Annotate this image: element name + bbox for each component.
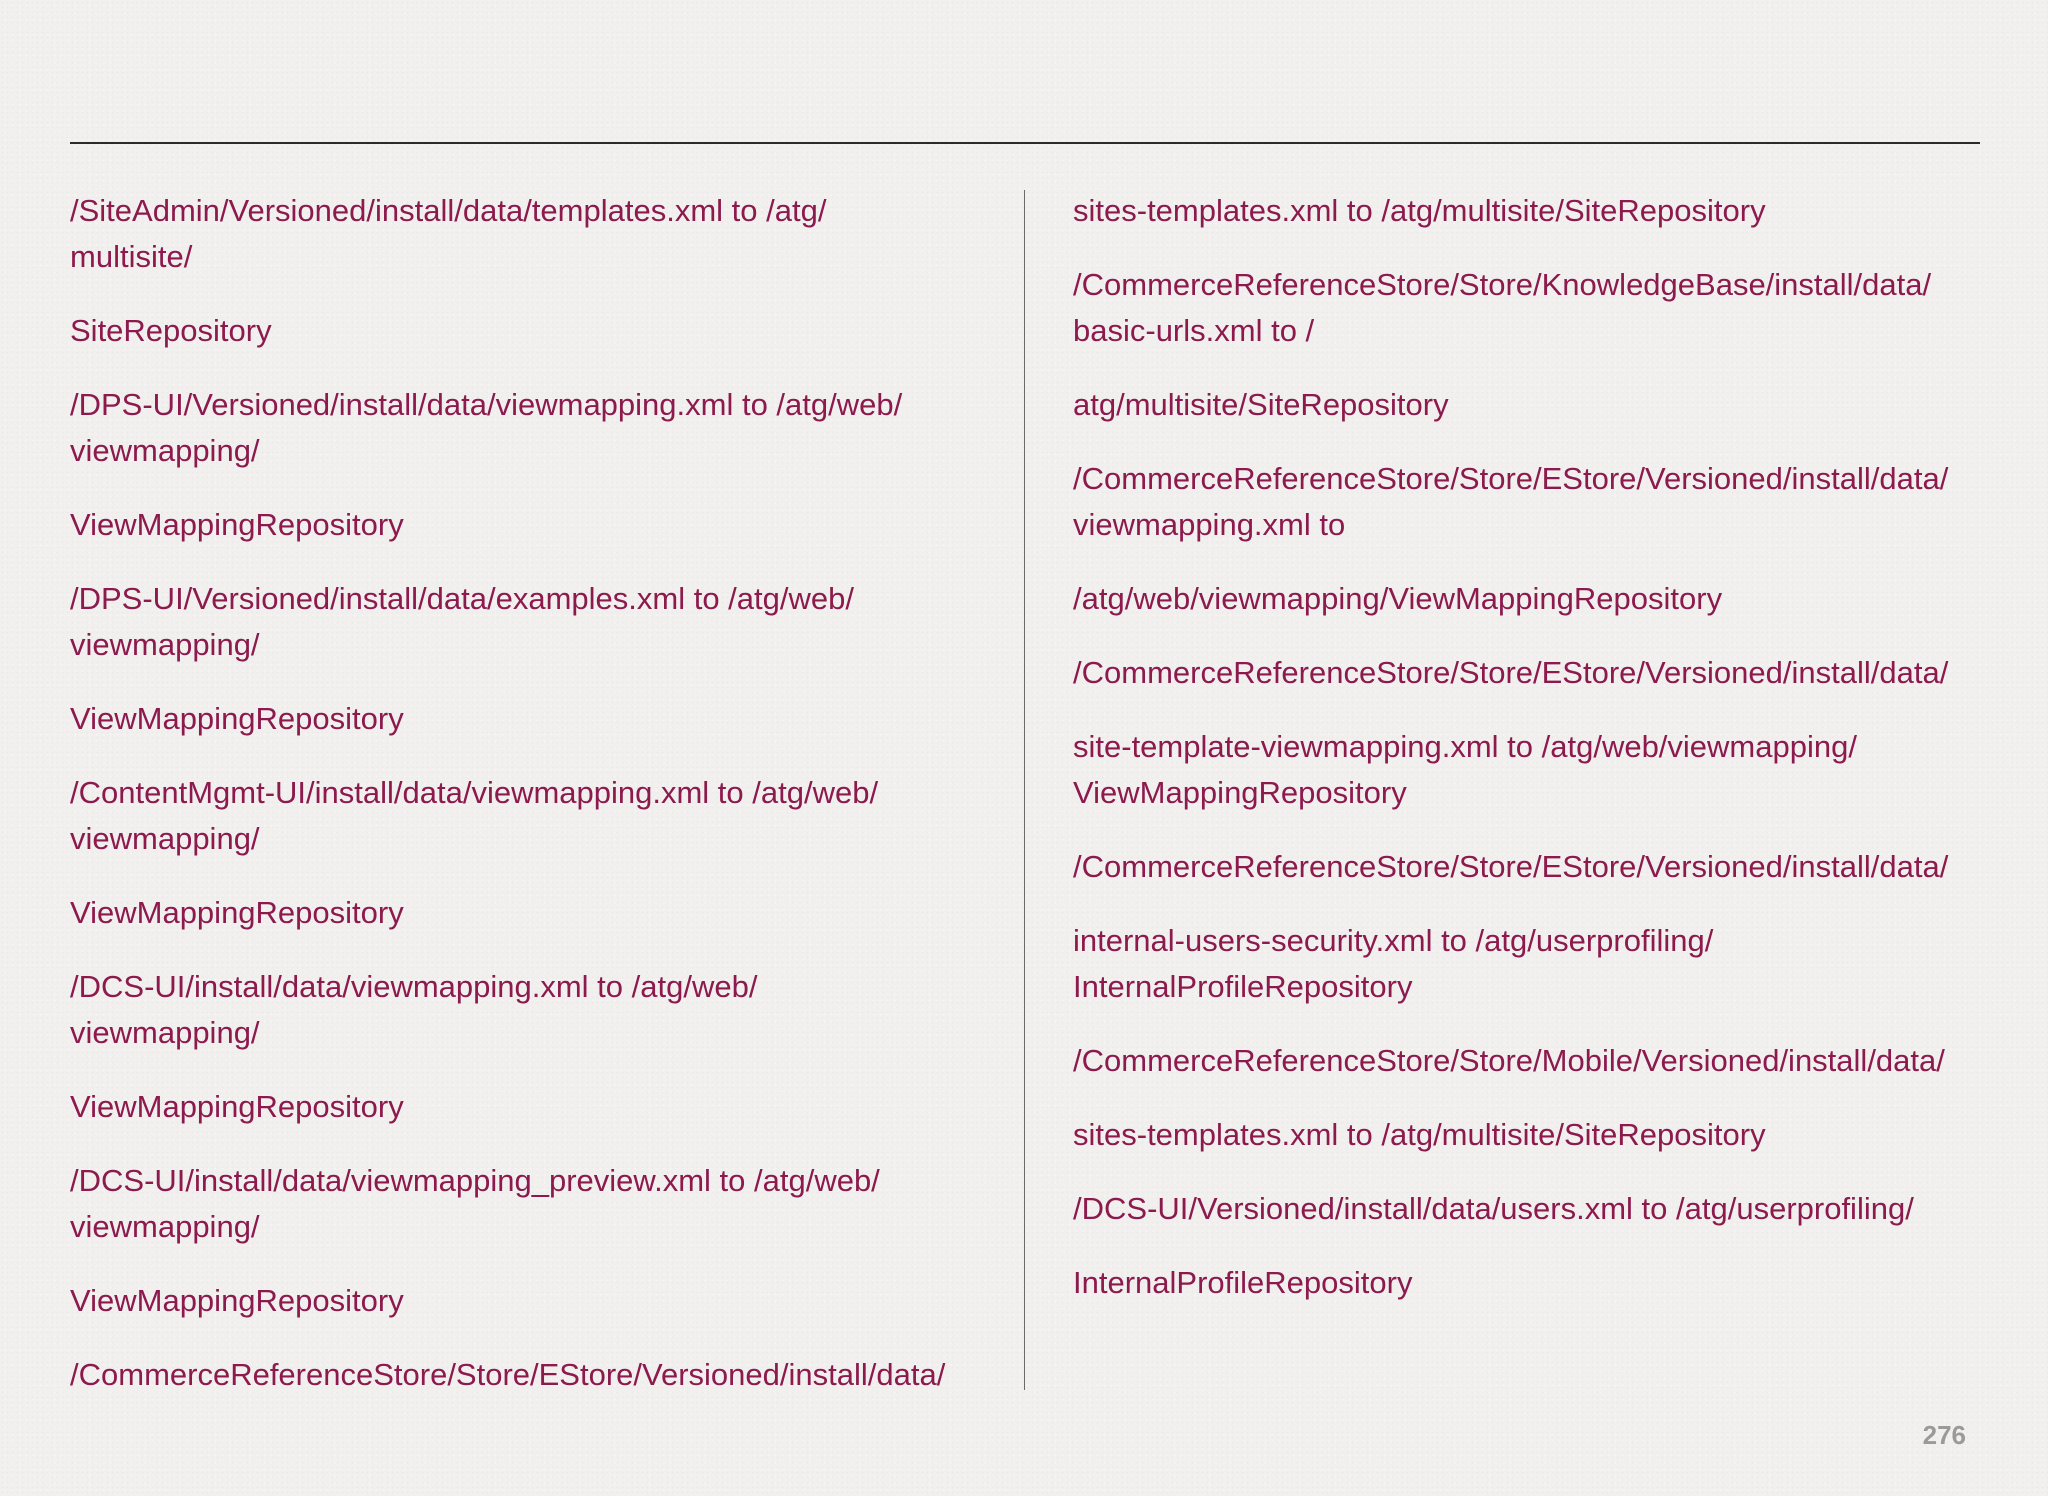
path-entry-line: InternalProfileRepository [1073, 1265, 1413, 1300]
column-divider [1024, 190, 1025, 1390]
path-entry [70, 964, 1020, 1056]
path-entry-line: site-template-viewmapping.xml to /atg/web/viewmapping/ [1073, 729, 1857, 764]
path-entry [70, 382, 1020, 474]
path-entry [1073, 650, 1988, 696]
path-entry [1073, 1186, 1988, 1232]
path-entry [70, 890, 1020, 936]
path-entry-line: basic-urls.xml to / [1073, 313, 1315, 348]
path-entry-line: sites-templates.xml to /atg/multisite/SiteRepository [1073, 193, 1766, 228]
path-entry-line: InternalProfileRepository [1073, 969, 1413, 1004]
path-entry [70, 1158, 1020, 1250]
path-entry-line: ViewMappingRepository [70, 1089, 404, 1124]
path-entry [1073, 382, 1988, 428]
left-column [70, 188, 1020, 1426]
path-entry [70, 1278, 1020, 1324]
path-entry-line: viewmapping/ [70, 1015, 260, 1050]
path-entry-line: viewmapping.xml to [1073, 507, 1346, 542]
path-entry-line: /atg/web/viewmapping/ViewMappingRepository [1073, 581, 1723, 616]
path-entry [1073, 918, 1988, 1010]
path-entry-line: ViewMappingRepository [70, 895, 404, 930]
path-entry-line: atg/multisite/SiteRepository [1073, 387, 1449, 422]
path-entry-line: /CommerceReferenceStore/Store/Mobile/Versioned/install/data/ [1073, 1043, 1945, 1078]
right-column [1073, 188, 1988, 1334]
path-entry-line: /CommerceReferenceStore/Store/EStore/Versioned/install/data/ [1073, 461, 1949, 496]
path-entry [1073, 1112, 1988, 1158]
path-entry [1073, 1038, 1988, 1084]
path-entry [70, 1352, 1020, 1398]
path-entry-line: viewmapping/ [70, 627, 260, 662]
path-entry-line: ViewMappingRepository [70, 1283, 404, 1318]
path-entry-line: /DCS-UI/Versioned/install/data/users.xml to /atg/userprofiling/ [1073, 1191, 1914, 1226]
path-entry-line: /CommerceReferenceStore/Store/EStore/Versioned/install/data/ [70, 1357, 946, 1392]
path-entry-line: ViewMappingRepository [70, 507, 404, 542]
path-entry-line: sites-templates.xml to /atg/multisite/SiteRepository [1073, 1117, 1766, 1152]
path-entry-line: /CommerceReferenceStore/Store/EStore/Versioned/install/data/ [1073, 849, 1949, 884]
path-entry [1073, 262, 1988, 354]
header-rule [70, 142, 1980, 144]
path-entry [1073, 724, 1988, 816]
path-entry [1073, 188, 1988, 234]
path-entry-line: /CommerceReferenceStore/Store/EStore/Versioned/install/data/ [1073, 655, 1949, 690]
path-entry [1073, 576, 1988, 622]
path-entry [70, 576, 1020, 668]
path-entry [70, 1084, 1020, 1130]
path-entry-line: SiteRepository [70, 313, 272, 348]
path-entry-line: internal-users-security.xml to /atg/userprofiling/ [1073, 923, 1714, 958]
path-entry [70, 770, 1020, 862]
path-entry-line: /DPS-UI/Versioned/install/data/examples.xml to /atg/web/ [70, 581, 854, 616]
path-entry-line: /CommerceReferenceStore/Store/KnowledgeBase/install/data/ [1073, 267, 1932, 302]
path-entry [70, 502, 1020, 548]
path-entry-line: /ContentMgmt-UI/install/data/viewmapping.xml to /atg/web/ [70, 775, 879, 810]
path-entry [1073, 844, 1988, 890]
path-entry-line: viewmapping/ [70, 433, 260, 468]
path-entry [1073, 456, 1988, 548]
path-entry-line: viewmapping/ [70, 821, 260, 856]
path-entry-line: /DCS-UI/install/data/viewmapping.xml to /atg/web/ [70, 969, 758, 1004]
path-entry-line: ViewMappingRepository [70, 701, 404, 736]
path-entry-line: ViewMappingRepository [1073, 775, 1407, 810]
path-entry [70, 188, 1020, 280]
path-entry-line: /SiteAdmin/Versioned/install/data/templates.xml to /atg/ [70, 193, 827, 228]
page-number: 276 [1922, 1420, 1966, 1450]
path-entry [70, 696, 1020, 742]
path-entry [1073, 1260, 1988, 1306]
path-entry-line: /DCS-UI/install/data/viewmapping_preview.xml to /atg/web/ [70, 1163, 880, 1198]
path-entry-line: multisite/ [70, 239, 193, 274]
path-entry-line: /DPS-UI/Versioned/install/data/viewmapping.xml to /atg/web/ [70, 387, 903, 422]
path-entry [70, 308, 1020, 354]
path-entry-line: viewmapping/ [70, 1209, 260, 1244]
